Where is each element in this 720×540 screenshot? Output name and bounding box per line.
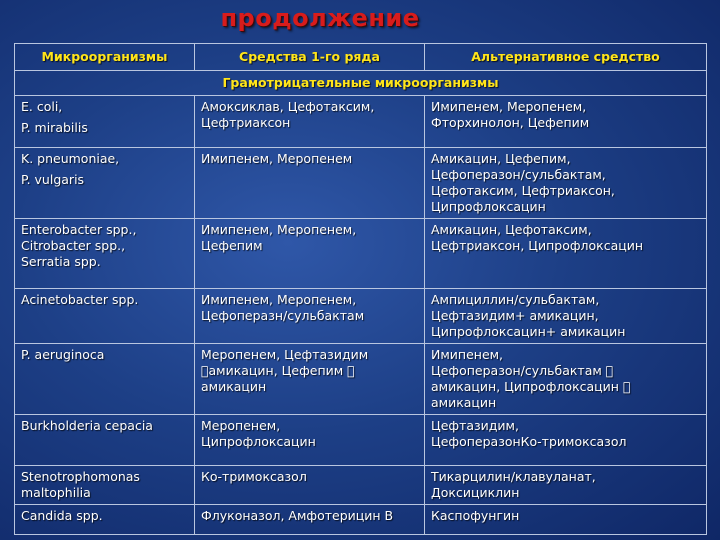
- first-line-cell: [195, 96, 425, 148]
- cell-line: Тикарцилин/клавуланат,: [431, 469, 596, 484]
- first-line-cell: [195, 415, 425, 466]
- organism-cell: [15, 466, 195, 505]
- first-line-cell: [195, 148, 425, 219]
- cell-line: Ампициллин/сульбактам,: [431, 292, 600, 307]
- cell-line: Цефтазидим,: [431, 418, 519, 433]
- cell-line: Меропенем, Цефтазидим: [201, 347, 369, 362]
- alternative-cell: [425, 96, 707, 148]
- cell-line: амикацин, Ципрофлоксацин: [431, 379, 619, 394]
- alternative-cell: [425, 219, 707, 289]
- cell-line: P. mirabilis: [21, 120, 88, 135]
- cell-line: Ципрофлоксацин+ амикацин: [431, 324, 626, 339]
- cell-line: Цефоперазн/сульбактам: [201, 308, 365, 323]
- cell-line: Цефепим: [201, 238, 263, 253]
- table-row: [15, 289, 707, 344]
- cell-line: Ципрофлоксацин: [431, 199, 546, 214]
- alternative-cell: [425, 415, 707, 466]
- cell-line: Цефтриаксон, Ципрофлоксацин: [431, 238, 644, 253]
- alternative-cell: [425, 466, 707, 505]
- antibiotic-table: [14, 43, 707, 535]
- cell-line: Цефтриаксон: [201, 115, 291, 130]
- cell-line: амикацин: [201, 379, 267, 394]
- slide-title: продолжение: [220, 4, 420, 32]
- table-row: [15, 466, 707, 505]
- organism-cell: [15, 344, 195, 415]
- cell-line: Имипенем, Меропенем,: [431, 99, 587, 114]
- organism-cell: [15, 289, 195, 344]
- organism-cell: [15, 415, 195, 466]
- cell-line: Acinetobacter spp.: [21, 292, 139, 307]
- organism-cell: [15, 96, 195, 148]
- cell-line: Ко-тримоксазол: [201, 469, 307, 484]
- cell-line: Фторхинолон, Цефепим: [431, 115, 590, 130]
- cell-line: Stenotrophomonas: [21, 469, 140, 484]
- header-row: [15, 44, 707, 71]
- cell-line: Цефтазидим+ амикацин,: [431, 308, 599, 323]
- alternative-cell: [425, 289, 707, 344]
- table-row: [15, 219, 707, 289]
- first-line-cell: [195, 344, 425, 415]
- cell-line: Цефоперазон/сульбактам: [431, 363, 602, 378]
- table-row: [15, 505, 707, 535]
- cell-line: Меропенем,: [201, 418, 281, 433]
- cell-line: E. coli,: [21, 99, 63, 114]
- cell-line: Burkholderia cepacia: [21, 418, 153, 433]
- first-line-cell: [195, 505, 425, 535]
- first-line-cell: [195, 219, 425, 289]
- table-row: [15, 344, 707, 415]
- cell-line: Цефоперазон/сульбактам,: [431, 167, 606, 182]
- cell-line: Цефотаксим, Цефтриаксон,: [431, 183, 615, 198]
- organism-cell: [15, 219, 195, 289]
- cell-line: Амоксиклав, Цефотаксим,: [201, 99, 375, 114]
- table-row: [15, 96, 707, 148]
- cell-line: Имипенем, Меропенем,: [201, 222, 357, 237]
- alternative-cell: [425, 148, 707, 219]
- cell-line: Имипенем,: [431, 347, 504, 362]
- cell-line: амикацин: [431, 395, 497, 410]
- cell-line: амикацин, Цефепим: [201, 363, 336, 378]
- section-gram-negative: Грамотрицательные микроорганизмы: [15, 71, 707, 96]
- cell-line: Serratia spp.: [21, 254, 101, 269]
- alternative-cell: [425, 505, 707, 535]
- cell-line: maltophilia: [21, 485, 91, 500]
- cell-line: Доксициклин: [431, 485, 520, 500]
- cell-line: Имипенем, Меропенем,: [201, 292, 357, 307]
- header-alternative: Альтернативное средство: [425, 44, 707, 71]
- cell-line: Citrobacter spp.,: [21, 238, 126, 253]
- cell-line: ЦефоперазонКо-тримоксазол: [431, 434, 627, 449]
- cell-line: Каспофунгин: [431, 508, 520, 523]
- header-first-line: Средства 1-го ряда: [195, 44, 425, 71]
- first-line-cell: [195, 466, 425, 505]
- cell-line: P. vulgaris: [21, 172, 85, 187]
- section-row: [15, 71, 707, 96]
- cell-line: Амикацин, Цефотаксим,: [431, 222, 592, 237]
- cell-line: Ципрофлоксацин: [201, 434, 316, 449]
- organism-cell: [15, 148, 195, 219]
- cell-line: Имипенем, Меропенем: [201, 151, 353, 166]
- alternative-cell: [425, 344, 707, 415]
- first-line-cell: [195, 289, 425, 344]
- cell-line: P. aeruginoca: [21, 347, 105, 362]
- cell-line: K. pneumoniae,: [21, 151, 120, 166]
- table-row: [15, 415, 707, 466]
- header-microorganisms: Микроорганизмы: [15, 44, 195, 71]
- organism-cell: [15, 505, 195, 535]
- cell-line: Амикацин, Цефепим,: [431, 151, 571, 166]
- cell-line: Флуконазол, Амфотерицин В: [201, 508, 394, 523]
- cell-line: Enterobacter spp.,: [21, 222, 137, 237]
- table-row: [15, 148, 707, 219]
- cell-line: Candida spp.: [21, 508, 103, 523]
